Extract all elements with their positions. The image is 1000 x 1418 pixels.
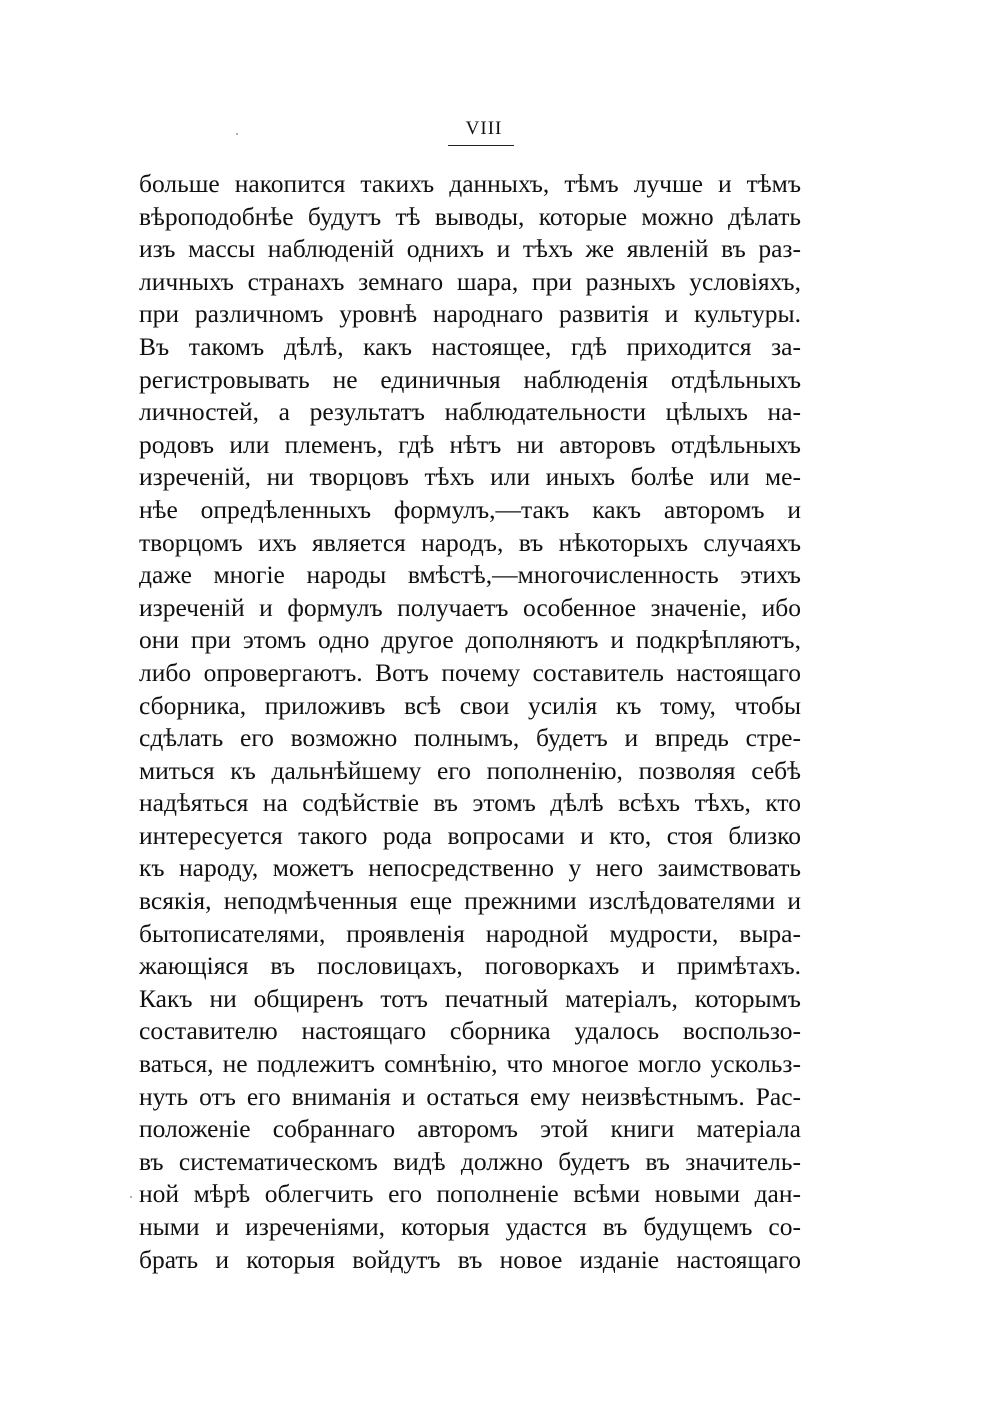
text-line: Какъ ни общиренъ тотъ печатный матеріалъ, которымъ xyxy=(139,983,801,1013)
text-line: изреченій и формулъ получаетъ особенное значеніе, ибо xyxy=(139,592,801,622)
text-line: жающіяся въ пословицахъ, поговоркахъ и примѣтахъ. xyxy=(139,951,801,981)
text-line: даже многіе народы вмѣстѣ,—многочисленность этихъ xyxy=(139,560,801,590)
text-line: бытописателями, проявленія народной мудрости, выра- xyxy=(139,918,801,948)
text-line: личностей, а результатъ наблюдательности цѣлыхъ на- xyxy=(139,397,801,427)
scan-speck xyxy=(236,133,238,135)
text-line: они при этомъ одно другое дополняютъ и подкрѣпляютъ, xyxy=(139,625,801,655)
text-line: вѣроподобнѣе будутъ тѣ выводы, которые можно дѣлать xyxy=(139,201,801,231)
text-line: сборника, приложивъ всѣ свои усилія къ тому, чтобы xyxy=(139,690,801,720)
text-line: миться къ дальнѣйшему его пополненію, позволяя себѣ xyxy=(139,755,801,785)
text-line: родовъ или племенъ, гдѣ нѣтъ ни авторовъ отдѣльныхъ xyxy=(139,429,801,459)
text-line: надѣяться на содѣйствіе въ этомъ дѣлѣ всѣхъ тѣхъ, кто xyxy=(139,788,801,818)
page-number: VIII xyxy=(465,118,503,139)
text-line: изъ массы наблюденій однихъ и тѣхъ же явленій въ раз- xyxy=(139,234,801,264)
text-line: въ систематическомъ видѣ должно будетъ въ значитель- xyxy=(139,1146,801,1176)
scan-speck xyxy=(130,1196,132,1198)
text-line: при различномъ уровнѣ народнаго развитія и культуры. xyxy=(139,299,801,329)
page-number-rule xyxy=(448,145,514,146)
text-line: изреченій, ни творцовъ тѣхъ или иныхъ болѣе или ме- xyxy=(139,462,801,492)
text-line: брать и которыя войдутъ въ новое изданіе настоящаго xyxy=(139,1244,801,1274)
text-line: составителю настоящаго сборника удалось воспользо- xyxy=(139,1016,801,1046)
text-line: ными и изреченіями, которыя удастся въ будущемъ со- xyxy=(139,1212,801,1241)
text-line: къ народу, можетъ непосредственно у него заимствовать xyxy=(139,853,801,883)
text-line: больше накопится такихъ данныхъ, тѣмъ лучше и тѣмъ xyxy=(139,169,801,198)
text-line: либо опровергаютъ. Вотъ почему составитель настоящаго xyxy=(139,657,801,687)
body-text xyxy=(139,168,801,1276)
text-line: интересуется такого рода вопросами и кто, стоя близко xyxy=(139,820,801,850)
text-line: ваться, не подлежитъ сомнѣнію, что многое могло ускольз- xyxy=(139,1049,801,1079)
text-line: всякія, неподмѣченныя еще прежними изслѣдователями и xyxy=(139,886,801,916)
text-line: Въ такомъ дѣлѣ, какъ настоящее, гдѣ приходится за- xyxy=(139,331,801,361)
text-line: нуть отъ его вниманія и остаться ему неизвѣстнымъ. Рас- xyxy=(139,1081,801,1111)
text-line: сдѣлать его возможно полнымъ, будетъ и впредь стре- xyxy=(139,723,801,753)
text-line: положеніе собраннаго авторомъ этой книги матеріала xyxy=(139,1114,801,1144)
text-line: регистровывать не единичныя наблюденія отдѣльныхъ xyxy=(139,364,801,394)
text-line: личныхъ странахъ земнаго шара, при разныхъ условіяхъ, xyxy=(139,266,801,296)
text-line: нѣе опредѣленныхъ формулъ,—такъ какъ авторомъ и xyxy=(139,494,801,524)
text-line: творцомъ ихъ является народъ, въ нѣкоторыхъ случаяхъ xyxy=(139,527,801,557)
text-line: ной мѣрѣ облегчить его пополненіе всѣми новыми дан- xyxy=(139,1179,801,1209)
